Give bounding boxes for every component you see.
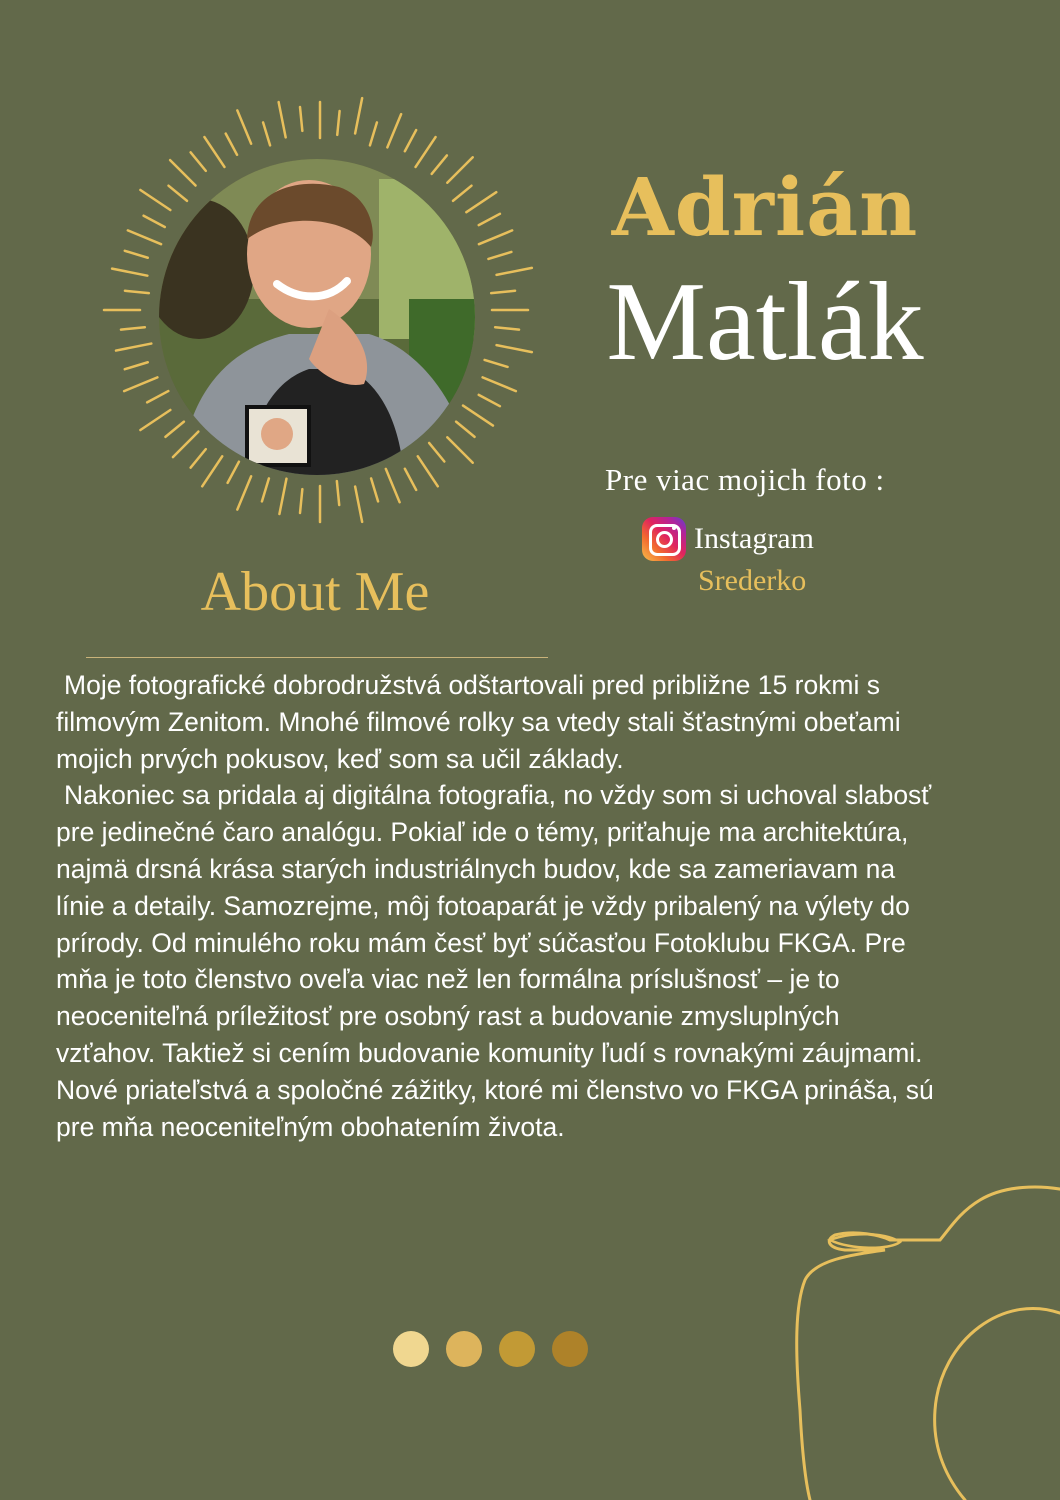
sunburst-ray: [121, 327, 145, 329]
sunburst-ray: [483, 377, 516, 391]
sunburst-ray: [386, 469, 400, 502]
instagram-icon[interactable]: [642, 517, 686, 561]
sunburst-ray: [429, 443, 444, 462]
sunburst-ray: [147, 391, 168, 402]
sunburst-ray: [405, 469, 416, 490]
sunburst-ray: [124, 377, 157, 391]
sunburst-ray: [116, 344, 151, 351]
sunburst-ray: [387, 114, 401, 147]
dot-1: [393, 1331, 429, 1367]
sunburst-ray: [237, 476, 251, 509]
sunburst-ray: [466, 192, 496, 212]
sunburst-ray: [204, 137, 224, 167]
last-name: Matlák: [606, 260, 924, 384]
sunburst-ray: [485, 360, 508, 367]
more-photos-label: Pre viac mojich foto :: [605, 462, 885, 497]
decorative-dots: [393, 1331, 605, 1367]
sunburst-ray: [202, 456, 222, 486]
about-me-heading: About Me: [200, 561, 430, 623]
sunburst-ray: [112, 269, 147, 276]
sunburst-ray: [263, 122, 270, 145]
sunburst-ray: [191, 449, 206, 468]
sunburst-ray: [237, 110, 251, 143]
instagram-handle[interactable]: Srederko: [698, 564, 807, 597]
sunburst-ray: [371, 478, 378, 501]
sunburst-ray: [262, 478, 269, 501]
sunburst-ray: [140, 190, 170, 210]
sunburst-ray: [497, 268, 532, 275]
sunburst-ray: [497, 345, 532, 352]
sunburst-ray: [140, 410, 170, 430]
instagram-label[interactable]: Instagram: [694, 522, 814, 555]
instagram-link[interactable]: [642, 516, 814, 562]
dot-2: [446, 1331, 482, 1367]
dot-4: [552, 1331, 588, 1367]
sunburst-ray: [488, 252, 511, 259]
sunburst-ray: [279, 102, 286, 137]
first-name: Adrián: [611, 160, 919, 254]
sunburst-ray: [165, 422, 184, 437]
sunburst-ray: [405, 130, 416, 151]
sunburst-ray: [495, 327, 519, 329]
sunburst-ray: [456, 422, 475, 437]
sunburst-ray: [125, 291, 149, 293]
dot-3: [499, 1331, 535, 1367]
sunburst-ray: [125, 362, 148, 369]
sunburst-ray: [432, 155, 447, 174]
sunburst-ray: [479, 214, 500, 225]
sunburst-ray: [279, 479, 286, 514]
sunburst-ray: [479, 230, 512, 244]
sunburst-ray: [491, 291, 515, 293]
sunburst-ray: [355, 487, 362, 522]
sunburst-ray: [416, 137, 436, 167]
sunburst-ray: [447, 437, 472, 462]
sunburst-ray: [170, 160, 195, 185]
sunburst-ray: [418, 456, 438, 486]
portrait-image: [159, 159, 475, 475]
sunburst-ray: [300, 489, 302, 513]
sunburst-ray: [447, 157, 472, 182]
sunburst-ray: [226, 134, 237, 155]
sunburst-ray: [337, 111, 339, 135]
sunburst-ray: [228, 462, 239, 483]
sunburst-ray: [453, 186, 472, 201]
camera-outline-icon: [790, 1180, 1060, 1500]
divider: [86, 657, 548, 658]
sunburst-ray: [370, 122, 377, 145]
sunburst-ray: [144, 216, 165, 227]
sunburst-ray: [337, 481, 339, 505]
sunburst-ray: [300, 107, 302, 131]
sunburst-ray: [355, 98, 362, 133]
sunburst-ray: [128, 230, 161, 244]
profile-photo: [159, 159, 475, 475]
bio-text: [56, 667, 936, 1145]
sunburst-ray: [173, 432, 198, 457]
sunburst-ray: [463, 406, 493, 426]
bio-paragraph: Nakoniec sa pridala aj digitálna fotografia, no vždy som si uchoval slabosť pre jedinečné čaro analógu. Pokiaľ ide o témy, priťahuje ma architektúra, najmä drsná krása starých industriálnych budov, kde sa zameriavam na línie a detaily. Samozrejme, môj fotoaparát je vždy pribalený na výlety do prírody. Od minulého roku mám česť byť súčasťou Fotoklubu FKGA. Pre mňa je toto členstvo oveľa viac než len formálna príslušnosť – je to neoceniteľná príležitosť pre osobný rast a budovanie zmysluplných vzťahov. Taktiež si cením budovanie komunity ľudí s rovnakými záujmami. Nové priateľstvá a spoločné zážitky, ktoré mi členstvo vo FKGA prináša, sú pre mňa neoceniteľným obohatením života.: [56, 780, 934, 1142]
sunburst-ray: [125, 251, 148, 258]
bio-paragraph: Moje fotografické dobrodružstvá odštartovali pred približne 15 rokmi s filmovým Zenitom. Mnohé filmové rolky sa vtedy stali šťastnými obeťami mojich prvých pokusov, keď som sa učil základy.: [56, 670, 901, 774]
sunburst-ray: [191, 152, 206, 171]
sunburst-ray: [168, 186, 187, 201]
sunburst-ray: [479, 395, 500, 406]
